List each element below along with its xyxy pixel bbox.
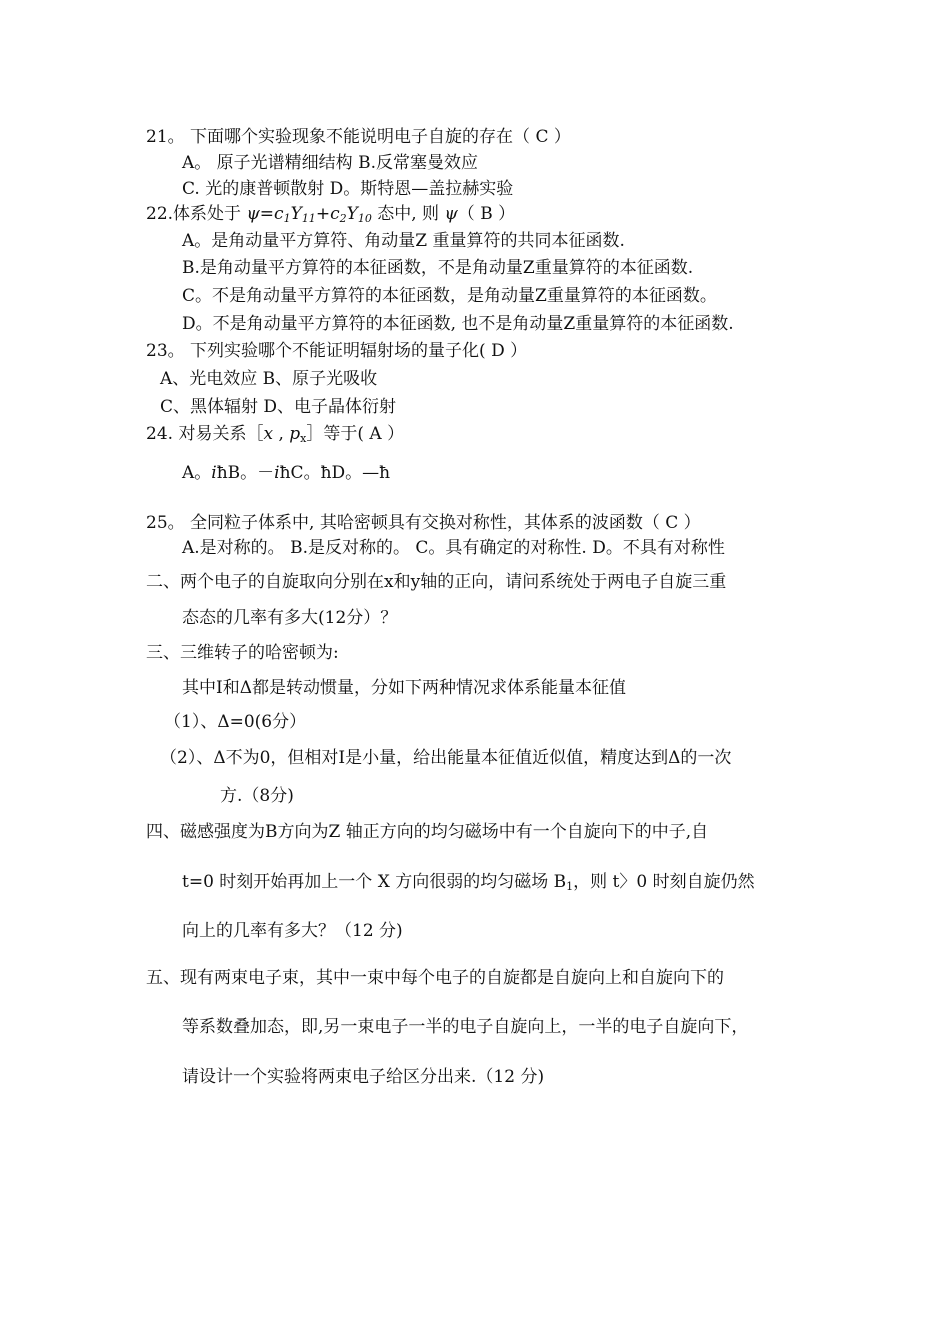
q24-opt-b: ħB。－ bbox=[216, 463, 275, 483]
q22-mid: 态中, 则 bbox=[371, 204, 445, 224]
c2-sub: 2 bbox=[339, 212, 347, 225]
section4-line3: 向上的几率有多大？（12 分) bbox=[182, 921, 403, 941]
section3-line2: 其中I和Δ都是转动惯量，分如下两种情况求体系能量本征值 bbox=[182, 678, 626, 698]
q21-options-ab: A。 原子光谱精细结构 B.反常塞曼效应 bbox=[182, 153, 478, 173]
section2-line1: 二、两个电子的自旋取向分别在x和y轴的正向，请问系统处于两电子自旋三重 bbox=[146, 572, 727, 592]
section5-line1: 五、现有两束电子束，其中一束中每个电子的自旋都是自旋向上和自旋向下的 bbox=[146, 968, 724, 988]
section3-line1: 三、三维转子的哈密顿为: bbox=[146, 643, 339, 663]
Y11-sub: 11 bbox=[301, 212, 316, 225]
q24-stem bbox=[146, 423, 404, 445]
q23-options-ab: A、光电效应 B、原子光吸收 bbox=[160, 369, 378, 389]
psi-symbol-2: ψ bbox=[444, 204, 458, 224]
q24-suffix: ］等于( A ） bbox=[306, 424, 405, 444]
section3-case2-cont: 方.（8分) bbox=[220, 786, 294, 806]
q22-option-a: A。是角动量平方算符、角动量Z 重量算符的共同本征函数. bbox=[182, 231, 625, 251]
p-operator: p bbox=[289, 424, 301, 444]
q24-options bbox=[182, 462, 390, 484]
q22-prefix: 22.体系处于 bbox=[146, 204, 247, 224]
section4-line2-b: ，则 t〉0 时刻自旋仍然 bbox=[573, 872, 755, 892]
q21-options-cd: C. 光的康普顿散射 D。斯特恩—盖拉赫实验 bbox=[182, 179, 514, 199]
section3-case2: （2）、Δ不为0，但相对I是小量，给出能量本征值近似值，精度达到Δ的一次 bbox=[160, 748, 732, 768]
section3-case1: （1）、Δ=0(6分） bbox=[164, 712, 307, 732]
q22-option-b: B.是角动量平方算符的本征函数，不是角动量Z重量算符的本征函数. bbox=[182, 258, 694, 278]
q22-stem bbox=[146, 203, 515, 225]
section5-line3: 请设计一个实验将两束电子给区分出来.（12 分) bbox=[182, 1067, 545, 1087]
x-operator: x bbox=[263, 424, 274, 444]
p-sub: x bbox=[300, 432, 307, 445]
Y10-sub: 10 bbox=[357, 212, 372, 225]
q24-prefix: 24. 对易关系［ bbox=[146, 424, 264, 444]
q24-comma: , bbox=[273, 424, 290, 444]
section4-line2-a: t=0 时刻开始再加上一个 X 方向很弱的均匀磁场 B bbox=[182, 872, 567, 892]
section2-line2: 态态的几率有多大(12分）？ bbox=[182, 608, 398, 628]
c1-sub: 1 bbox=[283, 212, 291, 225]
section5-line2: 等系数叠加态，即,另一束电子一半的电子自旋向上，一半的电子自旋向下， bbox=[182, 1017, 749, 1037]
c2: c bbox=[330, 204, 340, 224]
q22-eq: = bbox=[259, 204, 275, 224]
q23-options-cd: C、黑体辐射 D、电子晶体衍射 bbox=[160, 397, 397, 417]
plus-sign: + bbox=[315, 204, 331, 224]
q25-options: A.是对称的。 B.是反对称的。 C。具有确定的对称性. D。不具有对称性 bbox=[182, 538, 725, 558]
q22-option-d: D。不是角动量平方算符的本征函数, 也不是角动量Z重量算符的本征函数. bbox=[182, 314, 734, 334]
psi-symbol: ψ bbox=[246, 204, 260, 224]
section4-line2 bbox=[182, 871, 755, 893]
b1-sub: 1 bbox=[566, 880, 574, 893]
q21-stem: 21。 下面哪个实验现象不能说明电子自旋的存在（ C ） bbox=[146, 127, 571, 147]
q23-stem: 23。 下列实验哪个不能证明辐射场的量子化( D ） bbox=[146, 341, 528, 361]
Y10: Y bbox=[346, 204, 358, 224]
q25-stem: 25。 全同粒子体系中, 其哈密顿具有交换对称性，其体系的波函数（ C ） bbox=[146, 513, 701, 533]
q22-option-c: C。不是角动量平方算符的本征函数，是角动量Z重量算符的本征函数。 bbox=[182, 286, 717, 306]
imag-unit-2: i bbox=[274, 463, 280, 483]
q24-opt-a: A。 bbox=[182, 463, 212, 483]
c1: c bbox=[274, 204, 284, 224]
imag-unit: i bbox=[211, 463, 217, 483]
q24-opt-rest: ħC。ħD。—ħ bbox=[279, 463, 391, 483]
Y11: Y bbox=[290, 204, 302, 224]
q22-answer: （ B ） bbox=[457, 204, 516, 224]
section4-line1: 四、磁感强度为B方向为Z 轴正方向的均匀磁场中有一个自旋向下的中子,自 bbox=[146, 822, 709, 842]
